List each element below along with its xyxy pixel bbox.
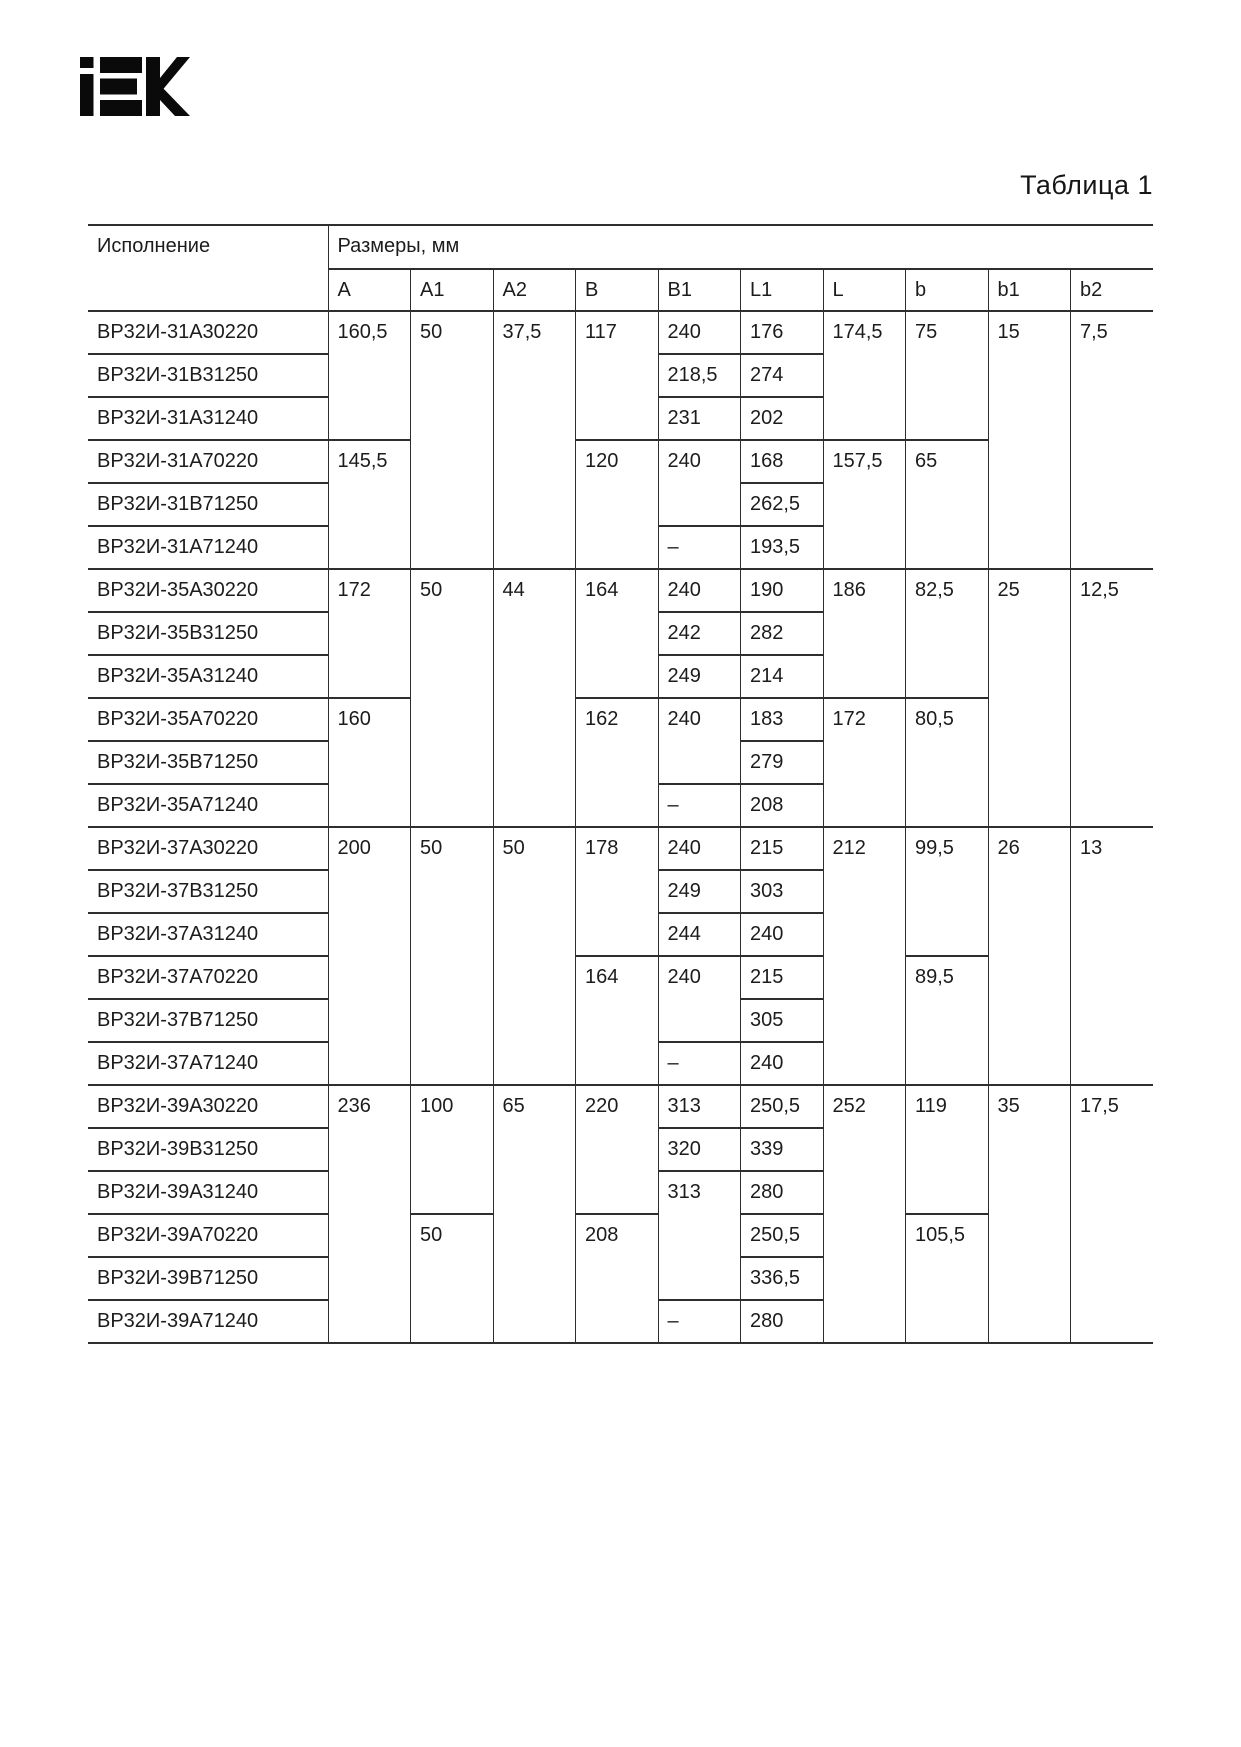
column-header-b-cap: B: [576, 269, 659, 311]
dimension-cell: 160,5: [328, 311, 411, 440]
dimension-cell: 75: [906, 311, 989, 440]
dimension-cell: 215: [741, 827, 824, 870]
model-cell: ВР32И-39В31250: [88, 1128, 328, 1171]
dimension-cell: 231: [658, 397, 741, 440]
dimension-cell: 218,5: [658, 354, 741, 397]
dimension-cell: 274: [741, 354, 824, 397]
dimension-cell: 190: [741, 569, 824, 612]
dimension-cell: 320: [658, 1128, 741, 1171]
model-cell: ВР32И-37А30220: [88, 827, 328, 870]
iek-logo-icon: [80, 57, 190, 116]
model-cell: ВР32И-39А71240: [88, 1300, 328, 1343]
table-row: [88, 311, 1153, 354]
model-cell: ВР32И-37В71250: [88, 999, 328, 1042]
dimension-cell: 164: [576, 569, 659, 698]
dimension-cell: 164: [576, 956, 659, 1085]
dimension-cell: 65: [493, 1085, 576, 1343]
dimension-cell: 240: [658, 698, 741, 784]
dimension-cell: 240: [741, 1042, 824, 1085]
dimension-cell: 252: [823, 1085, 906, 1343]
dimension-cell: 240: [741, 913, 824, 956]
dimension-cell: 100: [411, 1085, 494, 1214]
model-cell: ВР32И-31А71240: [88, 526, 328, 569]
dimension-cell: 282: [741, 612, 824, 655]
dimension-cell: 26: [988, 827, 1071, 1085]
dimension-cell: 202: [741, 397, 824, 440]
dimension-cell: 208: [741, 784, 824, 827]
dimension-cell: 82,5: [906, 569, 989, 698]
dimension-cell: 339: [741, 1128, 824, 1171]
column-header-a2: A2: [493, 269, 576, 311]
dimension-cell: 15: [988, 311, 1071, 569]
dimension-cell: 249: [658, 655, 741, 698]
column-header-b1-cap: B1: [658, 269, 741, 311]
table-header: [88, 225, 1153, 311]
model-cell: ВР32И-31А30220: [88, 311, 328, 354]
model-cell: ВР32И-37В31250: [88, 870, 328, 913]
dimension-cell: 220: [576, 1085, 659, 1214]
table-body: [88, 311, 1153, 1343]
model-cell: ВР32И-39А31240: [88, 1171, 328, 1214]
dimension-cell: 119: [906, 1085, 989, 1214]
dimension-cell: –: [658, 1300, 741, 1343]
dimension-cell: 162: [576, 698, 659, 827]
dimension-cell: 50: [411, 1214, 494, 1343]
model-cell: ВР32И-35А71240: [88, 784, 328, 827]
column-header-b2: b2: [1071, 269, 1154, 311]
dimension-cell: 25: [988, 569, 1071, 827]
dimension-cell: 250,5: [741, 1214, 824, 1257]
dimension-cell: 193,5: [741, 526, 824, 569]
column-header-b1: b1: [988, 269, 1071, 311]
column-header-ispolnenie: Исполнение: [88, 225, 328, 311]
dimension-cell: 313: [658, 1085, 741, 1128]
dimension-cell: 183: [741, 698, 824, 741]
dimension-cell: –: [658, 526, 741, 569]
model-cell: ВР32И-37А31240: [88, 913, 328, 956]
model-cell: ВР32И-39А70220: [88, 1214, 328, 1257]
model-cell: ВР32И-35А31240: [88, 655, 328, 698]
dimension-cell: 212: [823, 827, 906, 1085]
table-caption: Таблица 1: [1020, 170, 1153, 200]
dimension-cell: 200: [328, 827, 411, 1085]
dimension-cell: 244: [658, 913, 741, 956]
dimension-cell: 168: [741, 440, 824, 483]
column-header-l: L: [823, 269, 906, 311]
header-row-group: [88, 225, 1153, 269]
dimension-cell: 305: [741, 999, 824, 1042]
dimension-cell: 280: [741, 1171, 824, 1214]
dimension-cell: 105,5: [906, 1214, 989, 1343]
dimension-cell: 99,5: [906, 827, 989, 956]
dimension-cell: 240: [658, 440, 741, 526]
dimension-cell: 35: [988, 1085, 1071, 1343]
table-row: [88, 827, 1153, 870]
dimension-cell: 160: [328, 698, 411, 827]
dimension-cell: –: [658, 1042, 741, 1085]
dimension-cell: 7,5: [1071, 311, 1154, 569]
model-cell: ВР32И-35А30220: [88, 569, 328, 612]
model-cell: ВР32И-39В71250: [88, 1257, 328, 1300]
dimension-cell: 336,5: [741, 1257, 824, 1300]
dimension-cell: 13: [1071, 827, 1154, 1085]
dimension-cell: 215: [741, 956, 824, 999]
dimension-cell: 279: [741, 741, 824, 784]
dimension-cell: 240: [658, 569, 741, 612]
dimension-cell: 50: [411, 569, 494, 827]
column-header-l1: L1: [741, 269, 824, 311]
model-cell: ВР32И-31В31250: [88, 354, 328, 397]
dimension-cell: 280: [741, 1300, 824, 1343]
dimension-cell: 208: [576, 1214, 659, 1343]
model-cell: ВР32И-39А30220: [88, 1085, 328, 1128]
dimension-cell: 80,5: [906, 698, 989, 827]
dimension-cell: 262,5: [741, 483, 824, 526]
dimension-cell: 240: [658, 827, 741, 870]
dimension-cell: 44: [493, 569, 576, 827]
column-header-a: A: [328, 269, 411, 311]
dimension-cell: 12,5: [1071, 569, 1154, 827]
dimension-cell: 117: [576, 311, 659, 440]
model-cell: ВР32И-37А71240: [88, 1042, 328, 1085]
column-group-header-sizes: Размеры, мм: [328, 225, 1153, 269]
dimension-cell: 214: [741, 655, 824, 698]
model-cell: ВР32И-35В71250: [88, 741, 328, 784]
model-cell: ВР32И-37А70220: [88, 956, 328, 999]
dimension-cell: 172: [328, 569, 411, 698]
table-row: [88, 569, 1153, 612]
dimension-cell: 236: [328, 1085, 411, 1343]
dimension-cell: 65: [906, 440, 989, 569]
dimension-cell: 303: [741, 870, 824, 913]
model-cell: ВР32И-31В71250: [88, 483, 328, 526]
dimension-cell: 176: [741, 311, 824, 354]
dimension-cell: 240: [658, 311, 741, 354]
dimension-cell: 89,5: [906, 956, 989, 1085]
dimension-cell: 50: [411, 827, 494, 1085]
column-header-a1: A1: [411, 269, 494, 311]
dimension-cell: 50: [493, 827, 576, 1085]
table-row: [88, 1085, 1153, 1128]
dimension-cell: 145,5: [328, 440, 411, 569]
dimension-cell: 172: [823, 698, 906, 827]
dimension-cell: 50: [411, 311, 494, 569]
dimension-cell: 174,5: [823, 311, 906, 440]
model-cell: ВР32И-35А70220: [88, 698, 328, 741]
dimension-cell: –: [658, 784, 741, 827]
model-cell: ВР32И-35В31250: [88, 612, 328, 655]
model-cell: ВР32И-31А31240: [88, 397, 328, 440]
dimensions-table: [88, 224, 1153, 1344]
dimension-cell: 250,5: [741, 1085, 824, 1128]
model-cell: ВР32И-31А70220: [88, 440, 328, 483]
dimension-cell: 120: [576, 440, 659, 569]
dimension-cell: 249: [658, 870, 741, 913]
dimension-cell: 240: [658, 956, 741, 1042]
dimension-cell: 313: [658, 1171, 741, 1300]
dimension-cell: 37,5: [493, 311, 576, 569]
column-header-b: b: [906, 269, 989, 311]
dimension-cell: 186: [823, 569, 906, 698]
dimension-cell: 178: [576, 827, 659, 956]
dimension-cell: 242: [658, 612, 741, 655]
dimension-cell: 17,5: [1071, 1085, 1154, 1343]
dimension-cell: 157,5: [823, 440, 906, 569]
